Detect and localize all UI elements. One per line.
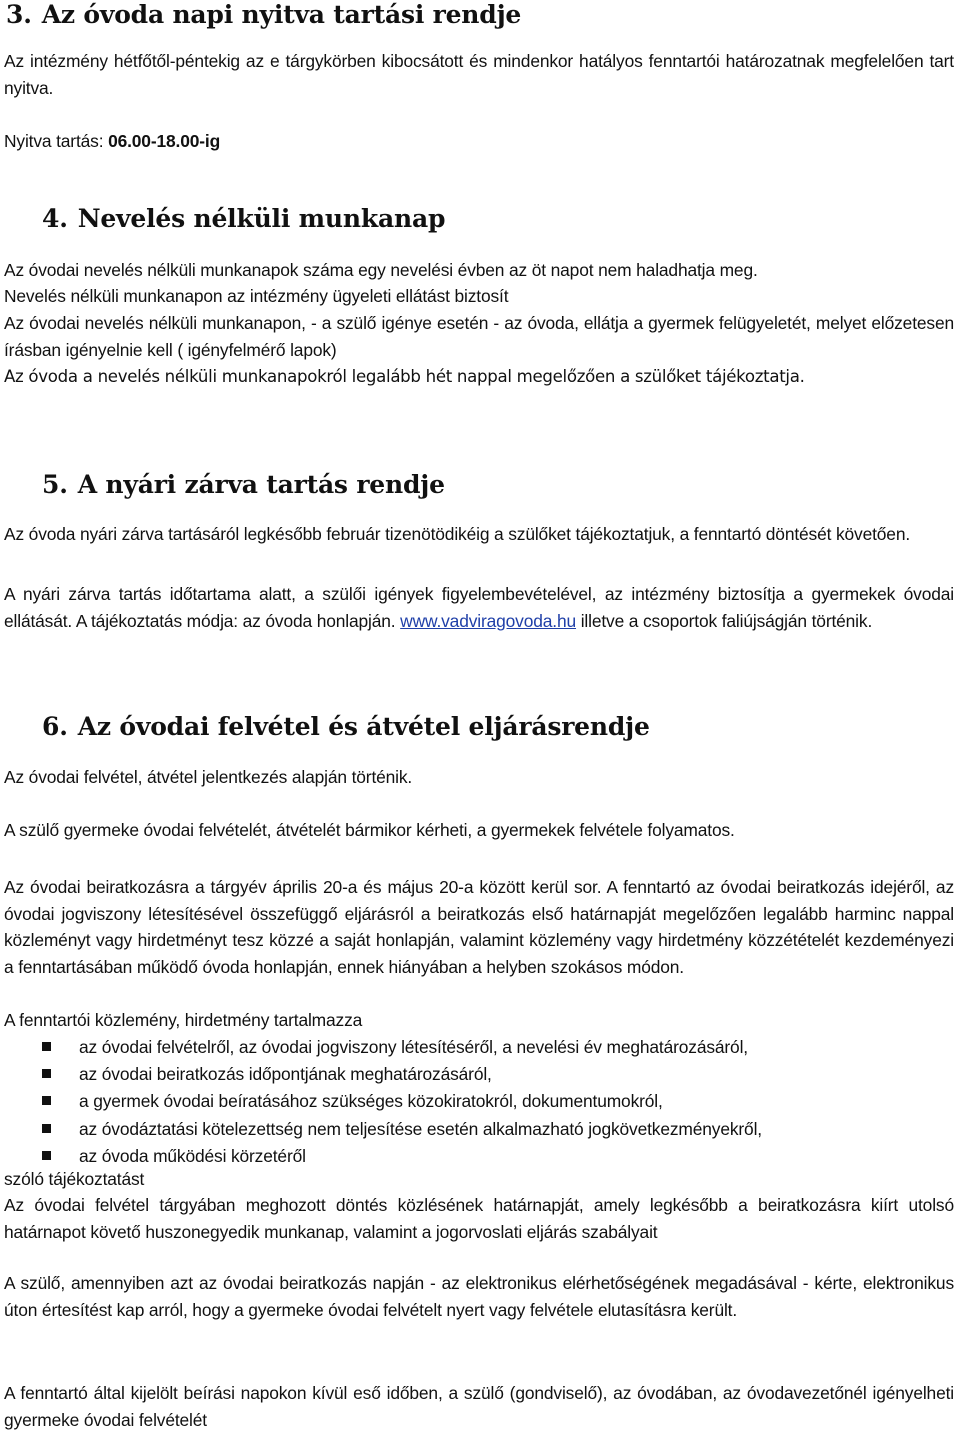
- section-4-heading: [42, 204, 445, 233]
- list-item: [4, 1061, 954, 1088]
- section-4-title: Nevelés nélküli munkanap: [77, 204, 446, 233]
- section-3-heading: [6, 0, 521, 29]
- s3-hours-label: Nyitva tartás:: [4, 131, 109, 151]
- square-bullet-icon: [42, 1124, 51, 1133]
- s3-paragraph-1: Az intézmény hétfőtől-péntekig az e tárgykörben kibocsátott és mindenkor hatályos fenntartói határozatnak megfelelően tart nyitva.: [4, 51, 954, 98]
- s3-hours-value: 06.00-18.00-ig: [108, 131, 221, 151]
- section-3-title: Az óvoda napi nyitva tartási rendje: [41, 0, 522, 29]
- square-bullet-icon: [42, 1096, 51, 1105]
- list-item: [4, 1116, 954, 1143]
- s6-paragraph-7: A szülő, amennyiben azt az óvodai beiratkozás napján - az elektronikus elérhetőségének megadásával - kérte, elektronikus úton értesítést kap arról, hogy a gyermeke óvodai felvételt nyert vagy felvétele elutasításra került.: [4, 1273, 954, 1320]
- s4-paragraph-1: Az óvodai nevelés nélküli munkanapok száma egy nevelési évben az öt napot nem haladhatja meg.: [4, 260, 758, 280]
- section-6-heading: [42, 712, 650, 741]
- s6-paragraph-6: Az óvodai felvétel tárgyában meghozott döntés közlésének határnapját, amely legkésőbb a beiratkozásra kiírt utolsó határnapot követő huszonegyedik munkanap, valamint a jogorvoslati eljárás szabályait: [4, 1195, 954, 1242]
- s6-paragraph-3: Az óvodai beiratkozásra a tárgyév április 20-a és május 20-a között kerül sor. A fenntartó az óvodai beiratkozás idejéről, az óvodai jogviszony létesítésével összefüggő eljárásról a beiratkozás első határnapját megelőzően legalább harminc nappal közleményt vagy hirdetményt tesz közzé a saját honlapján, valamint közlemény vagy hirdetmény közzétételét kezdeményezi a fenntartásában működő óvoda honlapján, ennek hiányában a helyben szokásos módon.: [4, 877, 954, 977]
- list-item-text: az óvodai felvételről, az óvodai jogviszony létesítéséről, a nevelési év meghatározásáról,: [79, 1037, 748, 1057]
- s5-paragraph-1: Az óvoda nyári zárva tartásáról legkésőbb február tizenötödikéig a szülőket tájékoztatjuk, a fenntartó döntését követően.: [4, 524, 911, 544]
- s5-paragraph-2: [4, 581, 954, 634]
- list-item-text: az óvoda működési körzetéről: [79, 1145, 306, 1166]
- s5-paragraph-2-part-a: A nyári zárva tartás időtartama alatt, a szülői igények figyelembevételével, az intézmény biztosítja a gyermekek óvodai ellátását. A tájékoztatás módja: az óvoda honlapján.: [4, 584, 954, 631]
- s4-paragraph-2: Nevelés nélküli munkanapon az intézmény ügyeleti ellátást biztosít: [4, 286, 509, 306]
- announcement-contents-list: [4, 1034, 954, 1170]
- list-item: [4, 1034, 954, 1061]
- list-item-text: az óvodáztatási kötelezettség nem teljesítése esetén alkalmazható jogkövetkezményekről,: [79, 1118, 762, 1139]
- s5-paragraph-2-part-b: illetve a csoportok faliújságján történik.: [576, 610, 873, 631]
- list-item-text: az óvodai beiratkozás időpontjának meghatározásáról,: [79, 1064, 492, 1085]
- section-6-number: 6.: [42, 712, 68, 741]
- s4-paragraph-3: Az óvodai nevelés nélküli munkanapon, - a szülő igénye esetén - az óvoda, ellátja a gyermek felügyeletét, melyet előzetesen írásban igényelnie kell ( igényfelmérő lapok): [4, 313, 954, 360]
- s4-paragraph-4: Az óvoda a nevelés nélküli munkanapokról legalább hét nappal megelőzően a szülőket tájékoztatja.: [4, 367, 805, 386]
- section-5-number: 5.: [42, 470, 68, 499]
- section-4-number: 4.: [42, 204, 68, 233]
- s6-paragraph-2: A szülő gyermeke óvodai felvételét, átvételét bármikor kérheti, a gyermekek felvétele folyamatos.: [4, 820, 735, 840]
- s6-paragraph-8: A fenntartó által kijelölt beírási napokon kívül eső időben, a szülő (gondviselő), az óvodában, az óvodavezetőnél igényelheti gyermeke óvodai felvételét: [4, 1383, 954, 1430]
- s6-paragraph-4: A fenntartói közlemény, hirdetmény tartalmazza: [4, 1010, 363, 1030]
- section-5-title: A nyári zárva tartás rendje: [77, 470, 445, 499]
- list-item: [4, 1088, 954, 1115]
- s6-paragraph-1: Az óvodai felvétel, átvétel jelentkezés alapján történik.: [4, 767, 413, 787]
- section-3-number: 3.: [6, 0, 32, 29]
- s6-paragraph-5: szóló tájékoztatást: [4, 1169, 145, 1189]
- section-5-heading: [42, 470, 445, 499]
- website-link[interactable]: www.vadviragovoda.hu: [400, 610, 577, 631]
- square-bullet-icon: [42, 1042, 51, 1051]
- list-item-text: a gyermek óvodai beíratásához szükséges közokiratokról, dokumentumokról,: [79, 1091, 663, 1112]
- square-bullet-icon: [42, 1151, 51, 1160]
- section-6-title: Az óvodai felvétel és átvétel eljárásrendje: [77, 712, 650, 741]
- s3-opening-hours: [4, 128, 954, 155]
- square-bullet-icon: [42, 1069, 51, 1078]
